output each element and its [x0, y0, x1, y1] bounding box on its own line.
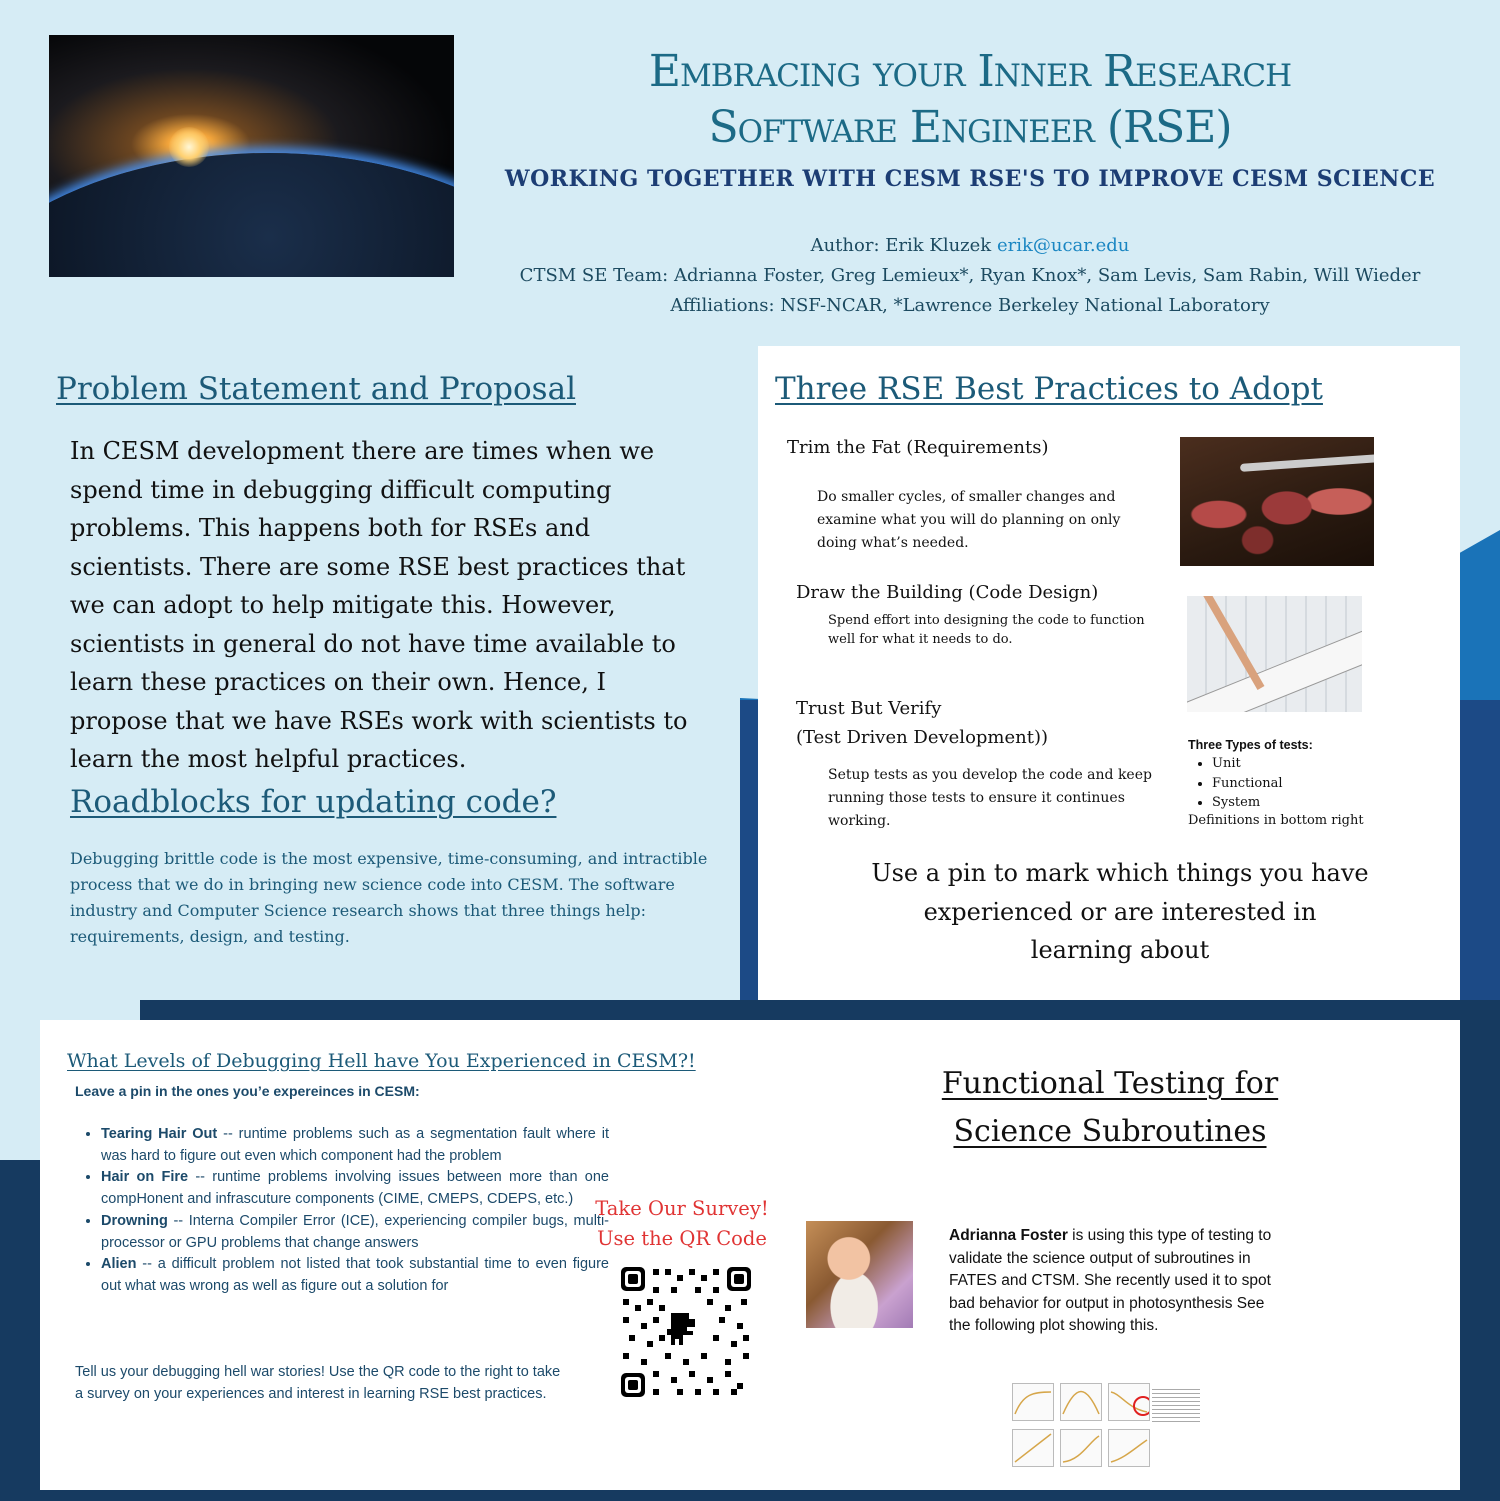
level-name: Alien	[101, 1256, 137, 1273]
level-alien[interactable]	[101, 1254, 609, 1297]
test-type-system: • System	[1212, 793, 1368, 813]
photosynthesis-plot	[1000, 1375, 1210, 1475]
poster-subtitle: WORKING TOGETHER WITH CESM RSE'S TO IMPROVE CESM SCIENCE	[504, 166, 1436, 192]
level-desc: -- runtime problems involving issues between more than one compHonent and infrascuture components (CIME, CMEPS, CDEPS, etc.)	[101, 1169, 609, 1208]
level-desc: -- runtime problems such as a segmentation fault where it was hard to figure out even which component had the problem	[101, 1126, 609, 1164]
ruler-shape	[1187, 629, 1362, 712]
survey-line-2: Use the QR Code	[597, 1227, 767, 1250]
level-name: Hair on Fire	[101, 1169, 189, 1186]
author-name: Author: Erik Kluzek	[810, 235, 992, 256]
plot-panel-2	[1060, 1383, 1102, 1421]
plot-panel-3	[1108, 1383, 1150, 1421]
pin-instruction: Use a pin to mark which things you have experienced or are interested in learning about	[871, 859, 1369, 964]
level-desc: -- Interna Compiler Error (ICE), experiencing compiler bugs, multi-processor or GPU problems that change answers	[101, 1212, 609, 1251]
debugging-levels-list	[75, 1124, 609, 1298]
debugging-heading: What Levels of Debugging Hell have You Experienced in CESM?!	[67, 1050, 696, 1072]
sun-glow	[169, 127, 209, 167]
functional-person-name: Adrianna Foster	[949, 1227, 1068, 1244]
knife-shape	[1240, 454, 1374, 472]
roadblocks-body: Debugging brittle code is the most expensive, time-consuming, and intractible process that we do in bringing new science code into CESM. The software industry and Computer Science research shows that three things help: requirements, design, and testing.	[70, 849, 708, 946]
earth-sunrise-image	[49, 35, 454, 277]
level-name: Tearing Hair Out	[101, 1126, 218, 1142]
roadblocks-heading: Roadblocks for updating code?	[70, 784, 557, 820]
plot-panel-4	[1012, 1429, 1054, 1467]
level-drowning[interactable]	[101, 1211, 609, 1254]
practice-1-body: Do smaller cycles, of smaller changes and examine what you will do planning on only doing what’s needed.	[817, 489, 1121, 551]
practice-3-body: Setup tests as you develop the code and keep running those tests to ensure it continues working.	[828, 767, 1152, 829]
practice-2-title: Draw the Building (Code Design)	[796, 582, 1099, 603]
practice-1-title: Trim the Fat (Requirements)	[787, 437, 1049, 458]
debugging-subheading: Leave a pin in the ones you’e expereinces in CESM:	[75, 1083, 420, 1099]
affiliations-line: Affiliations: NSF-NCAR, *Lawrence Berkeley National Laboratory	[670, 295, 1270, 316]
plot-panel-6	[1108, 1429, 1150, 1467]
problem-heading: Problem Statement and Proposal	[56, 371, 576, 407]
meat-cutting-photo	[1180, 437, 1374, 566]
pencil-shape	[1198, 596, 1265, 690]
functional-heading-line-2: Science Subroutines	[953, 1114, 1267, 1149]
team-line: CTSM SE Team: Adrianna Foster, Greg Lemieux*, Ryan Knox*, Sam Levis, Sam Rabin, Will Wieder	[519, 265, 1421, 286]
author-line	[470, 231, 1470, 261]
survey-line-1: Take Our Survey!	[595, 1197, 769, 1220]
functional-heading-line-1: Functional Testing for	[941, 1066, 1279, 1101]
test-types-box	[1188, 738, 1368, 828]
functional-testing-heading	[900, 1060, 1320, 1156]
title-line-2: Software Engineer (RSE)	[708, 102, 1232, 153]
poster-title	[470, 44, 1470, 156]
test-types-heading: Three Types of tests:	[1188, 738, 1313, 752]
plot-panel-5	[1060, 1429, 1102, 1467]
functional-description: is using this type of testing to validate the science output of subroutines in FATES and CTSM. She recently used it to spot bad behavior for output in photosynthesis See the following plot showing this.	[949, 1227, 1272, 1334]
problem-body: In CESM development there are times when we spend time in debugging difficult computing problems. This happens both for RSEs and scientists. There are some RSE best practices that we can adopt to help mitigate this. However, scientists in general do not have time available to learn these practices on their own. Hence, I propose that we have RSEs work with scientists to learn the most helpful practices.	[70, 437, 688, 773]
level-name: Drowning	[101, 1212, 168, 1229]
earth-horizon	[49, 153, 454, 277]
test-types-note: Definitions in bottom right	[1188, 812, 1364, 828]
test-type-functional: • Functional	[1212, 774, 1368, 794]
blueprint-photo	[1187, 596, 1362, 712]
level-tearing-hair-out[interactable]	[101, 1124, 609, 1167]
practice-2-body: Spend effort into designing the code to function well for what it needs to do.	[828, 613, 1145, 647]
author-email-link[interactable]: erik@ucar.edu	[996, 235, 1130, 256]
plot-legend	[1152, 1389, 1200, 1423]
functional-testing-body	[949, 1225, 1279, 1338]
practices-heading: Three RSE Best Practices to Adopt	[775, 371, 1323, 407]
adrianna-foster-photo	[806, 1221, 913, 1328]
plot-panel-1	[1012, 1383, 1054, 1421]
survey-qr-code[interactable]	[619, 1265, 753, 1399]
practice-3-title-line-2: (Test Driven Development))	[796, 727, 1049, 748]
level-hair-on-fire[interactable]	[101, 1167, 609, 1210]
survey-callout	[592, 1194, 772, 1254]
test-types-list	[1188, 754, 1368, 813]
debugging-footer: Tell us your debugging hell war stories! Use the QR code to the right to take a survey on your experiences and interest in learning RSE best practices.	[75, 1364, 561, 1402]
test-type-unit: • Unit	[1212, 754, 1368, 774]
practice-3-title-line-1: Trust But Verify	[796, 698, 942, 719]
author-block	[470, 231, 1470, 321]
level-desc: -- a difficult problem not listed that took substantial time to even figure out what was wrong as well as figure out a solution for	[101, 1256, 609, 1294]
practice-3-title	[796, 694, 1048, 752]
title-line-1: Embracing your Inner Research	[648, 46, 1292, 97]
